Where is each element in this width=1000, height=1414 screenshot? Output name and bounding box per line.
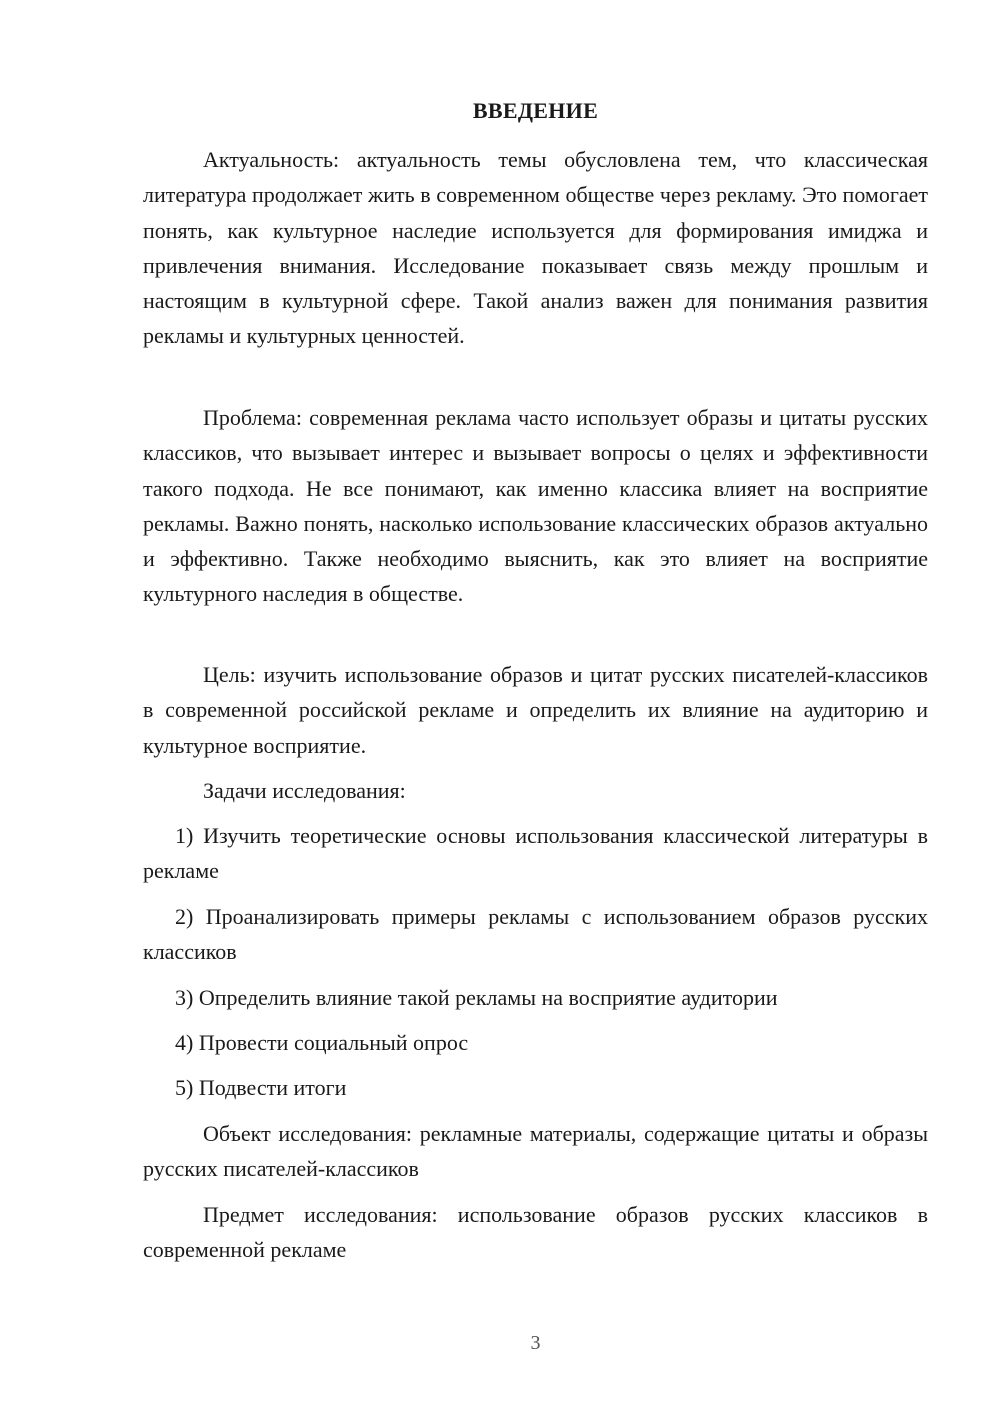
subject-paragraph: Предмет исследования: использование образов русских классиков в современной рекламе [143, 1202, 928, 1263]
task-item-4: 4) Провести социальный опрос [175, 1030, 469, 1055]
task-item-3: 3) Определить влияние такой рекламы на восприятие аудитории [175, 985, 778, 1010]
page-number: 3 [530, 1332, 541, 1354]
section-title: ВВЕДЕНИЕ [472, 98, 599, 123]
document-page [143, 0, 928, 1414]
relevance-paragraph: Актуальность: актуальность темы обусловлена тем, что классическая литература продолжает жить в современном обществе через рекламу. Это помогает понять, как культурное наследие используется для формирования имиджа и привлечения внимания. Исследование показывает связь между прошлым и настоящим в культурной сфере. Такой анализ важен для понимания развития рекламы и культурных ценностей. [143, 147, 928, 349]
goal-paragraph: Цель: изучить использование образов и цитат русских писателей-классиков в современной российской рекламе и определить их влияние на аудиторию и культурное восприятие. [143, 662, 928, 758]
task-item-2: 2) Проанализировать примеры рекламы с использованием образов русских классиков [143, 904, 928, 965]
task-item-1: 1) Изучить теоретические основы использования классической литературы в рекламе [143, 823, 928, 884]
tasks-heading: Задачи исследования: [203, 778, 406, 803]
object-paragraph: Объект исследования: рекламные материалы, содержащие цитаты и образы русских писателей-классиков [143, 1121, 928, 1182]
task-item-5: 5) Подвести итоги [175, 1075, 347, 1100]
problem-paragraph: Проблема: современная реклама часто использует образы и цитаты русских классиков, что вызывает интерес и вызывает вопросы о целях и эффективности такого подхода. Не все понимают, как именно классика влияет на восприятие рекламы. Важно понять, насколько использование классических образов актуально и эффективно. Также необходимо выяснить, как это влияет на восприятие культурного наследия в обществе. [143, 405, 928, 607]
